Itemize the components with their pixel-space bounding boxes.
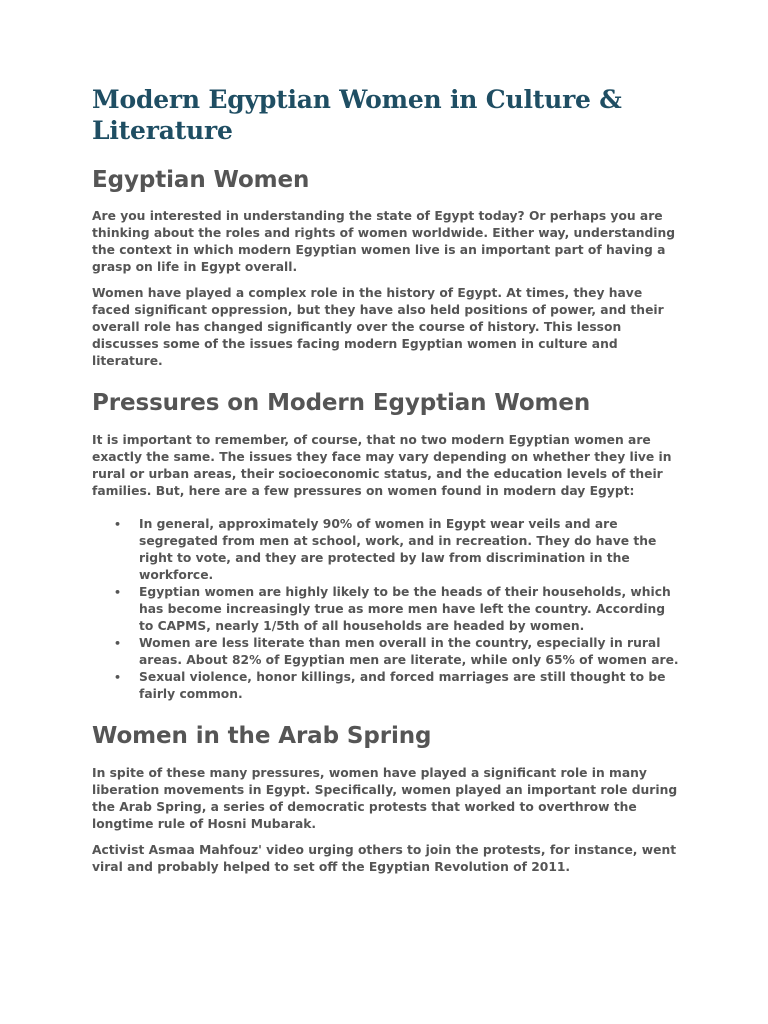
document-page [92, 84, 682, 876]
document-title: Modern Egyptian Women in Culture & Literature [92, 85, 622, 145]
paragraph-history: Women have played a complex role in the history of Egypt. At times, they have faced significant oppression, but they have also held positions of power, and their overall role has changed significantly over the course of history. This lesson discusses some of the issues facing modern Egyptian women in culture and literature. [92, 286, 664, 368]
bullet-icon: • [114, 586, 122, 599]
paragraph-asmaa-mahfouz: Activist Asmaa Mahfouz' video urging others to join the protests, for instance, went viral and probably helped to set off the Egyptian Revolution of 2011. [92, 843, 677, 874]
bullet-icon: • [114, 518, 122, 531]
paragraph-intro: Are you interested in understanding the state of Egypt today? Or perhaps you are thinking about the roles and rights of women worldwide. Either way, understanding the context in which modern Egyptian women live is an important part of having a grasp on life in Egypt overall. [92, 209, 676, 274]
list-item [92, 584, 682, 635]
paragraph-pressures-intro: It is important to remember, of course, that no two modern Egyptian women are exactly the same. The issues they face may vary depending on whether they live in rural or urban areas, their socioeconomic status, and the education levels of their families. But, here are a few pressures on women found in modern day Egypt: [92, 433, 672, 498]
section-heading-arab-spring: Women in the Arab Spring [92, 723, 432, 749]
bullet-icon: • [114, 671, 122, 684]
list-item [92, 669, 682, 703]
pressures-list [92, 516, 682, 703]
list-item-text: In general, approximately 90% of women in Egypt wear veils and are segregated from men at school, work, and in recreation. They do have the right to vote, and they are protected by law from discrimination in the workforce. [139, 517, 657, 582]
paragraph-arab-spring: In spite of these many pressures, women have played a significant role in many liberation movements in Egypt. Specifically, women played an important role during the Arab Spring, a series of democratic protests that worked to overthrow the longtime rule of Hosni Mubarak. [92, 766, 678, 831]
list-item-text: Women are less literate than men overall in the country, especially in rural areas. About 82% of Egyptian men are literate, while only 65% of women are. [139, 636, 679, 667]
list-item-text: Sexual violence, honor killings, and forced marriages are still thought to be fairly common. [139, 670, 666, 701]
bullet-icon: • [114, 637, 122, 650]
list-item [92, 516, 682, 584]
section-heading-egyptian-women: Egyptian Women [92, 167, 310, 193]
list-item-text: Egyptian women are highly likely to be the heads of their households, which has become increasingly true as more men have left the country. According to CAPMS, nearly 1/5th of all households are headed by women. [139, 585, 671, 633]
section-heading-pressures: Pressures on Modern Egyptian Women [92, 390, 591, 416]
list-item [92, 635, 682, 669]
